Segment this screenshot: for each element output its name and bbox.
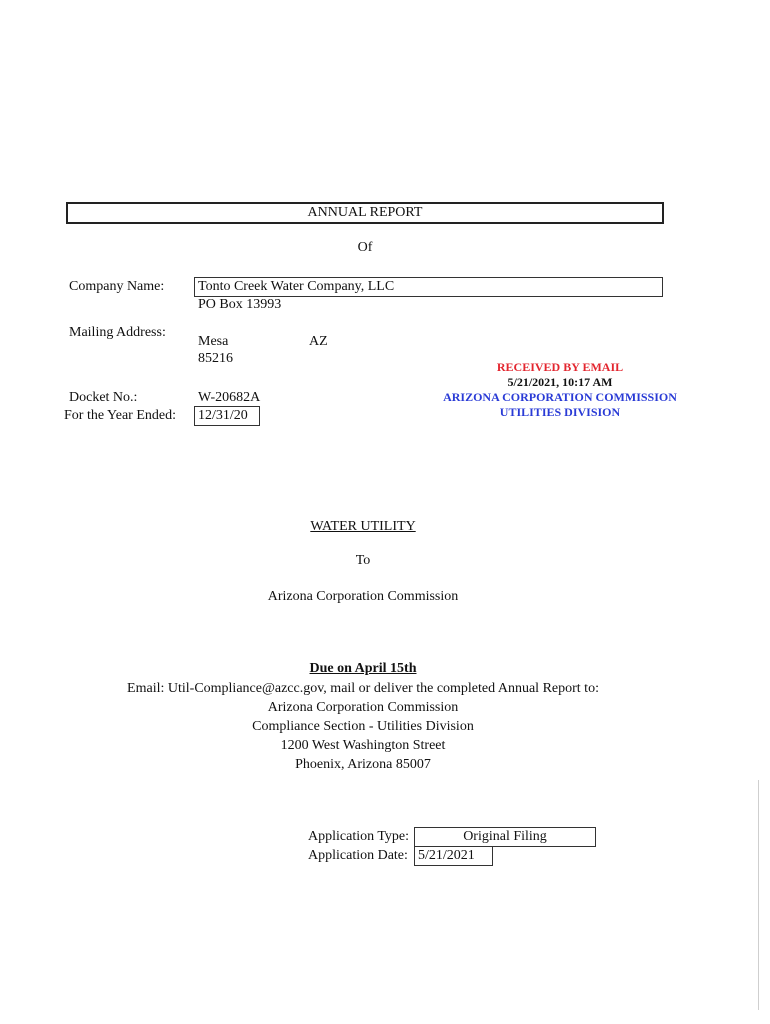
stamp-received: RECEIVED BY EMAIL <box>496 360 624 374</box>
address-line: Phoenix, Arizona 85007 <box>295 757 431 772</box>
address-city: Mesa <box>198 334 229 349</box>
address-line: 1200 West Washington Street <box>280 738 446 753</box>
docket-label: Docket No.: <box>69 390 138 405</box>
year-ended-value: 12/31/20 <box>194 406 260 426</box>
address-line: Arizona Corporation Commission <box>267 700 459 715</box>
report-title-box <box>66 202 664 224</box>
stamp-division: UTILITIES DIVISION <box>499 405 621 419</box>
utility-type: WATER UTILITY <box>310 519 416 534</box>
application-type-field <box>414 827 596 847</box>
company-name-field <box>194 277 663 297</box>
address-line1: PO Box 13993 <box>198 297 282 312</box>
scan-edge-line <box>758 780 759 1010</box>
application-date-label: Application Date: <box>308 848 408 863</box>
application-type-value: Original Filing <box>463 829 547 844</box>
address-state: AZ <box>309 334 328 349</box>
report-title: ANNUAL REPORT <box>307 205 423 220</box>
stamp-datetime: 5/21/2021, 10:17 AM <box>507 375 613 389</box>
submission-instructions: Email: Util-Compliance@azcc.gov, mail or deliver the completed Annual Report to: <box>127 681 599 696</box>
application-date-field <box>414 846 493 866</box>
company-name-label: Company Name: <box>69 279 165 294</box>
recipient: Arizona Corporation Commission <box>267 589 459 604</box>
to-label: To <box>355 553 371 568</box>
address-zip: 85216 <box>198 351 233 366</box>
company-name-value: Tonto Creek Water Company, LLC <box>198 279 395 294</box>
of-label: Of <box>357 240 373 255</box>
mailing-address-label: Mailing Address: <box>69 325 166 340</box>
application-type-label: Application Type: <box>308 829 410 844</box>
address-line: Compliance Section - Utilities Division <box>252 719 474 734</box>
due-date: Due on April 15th <box>309 661 417 676</box>
year-ended-label: For the Year Ended: <box>64 408 176 423</box>
stamp-commission: ARIZONA CORPORATION COMMISSION <box>443 390 677 404</box>
application-date-value: 5/21/2021 <box>418 848 475 863</box>
docket-value: W-20682A <box>198 390 261 405</box>
